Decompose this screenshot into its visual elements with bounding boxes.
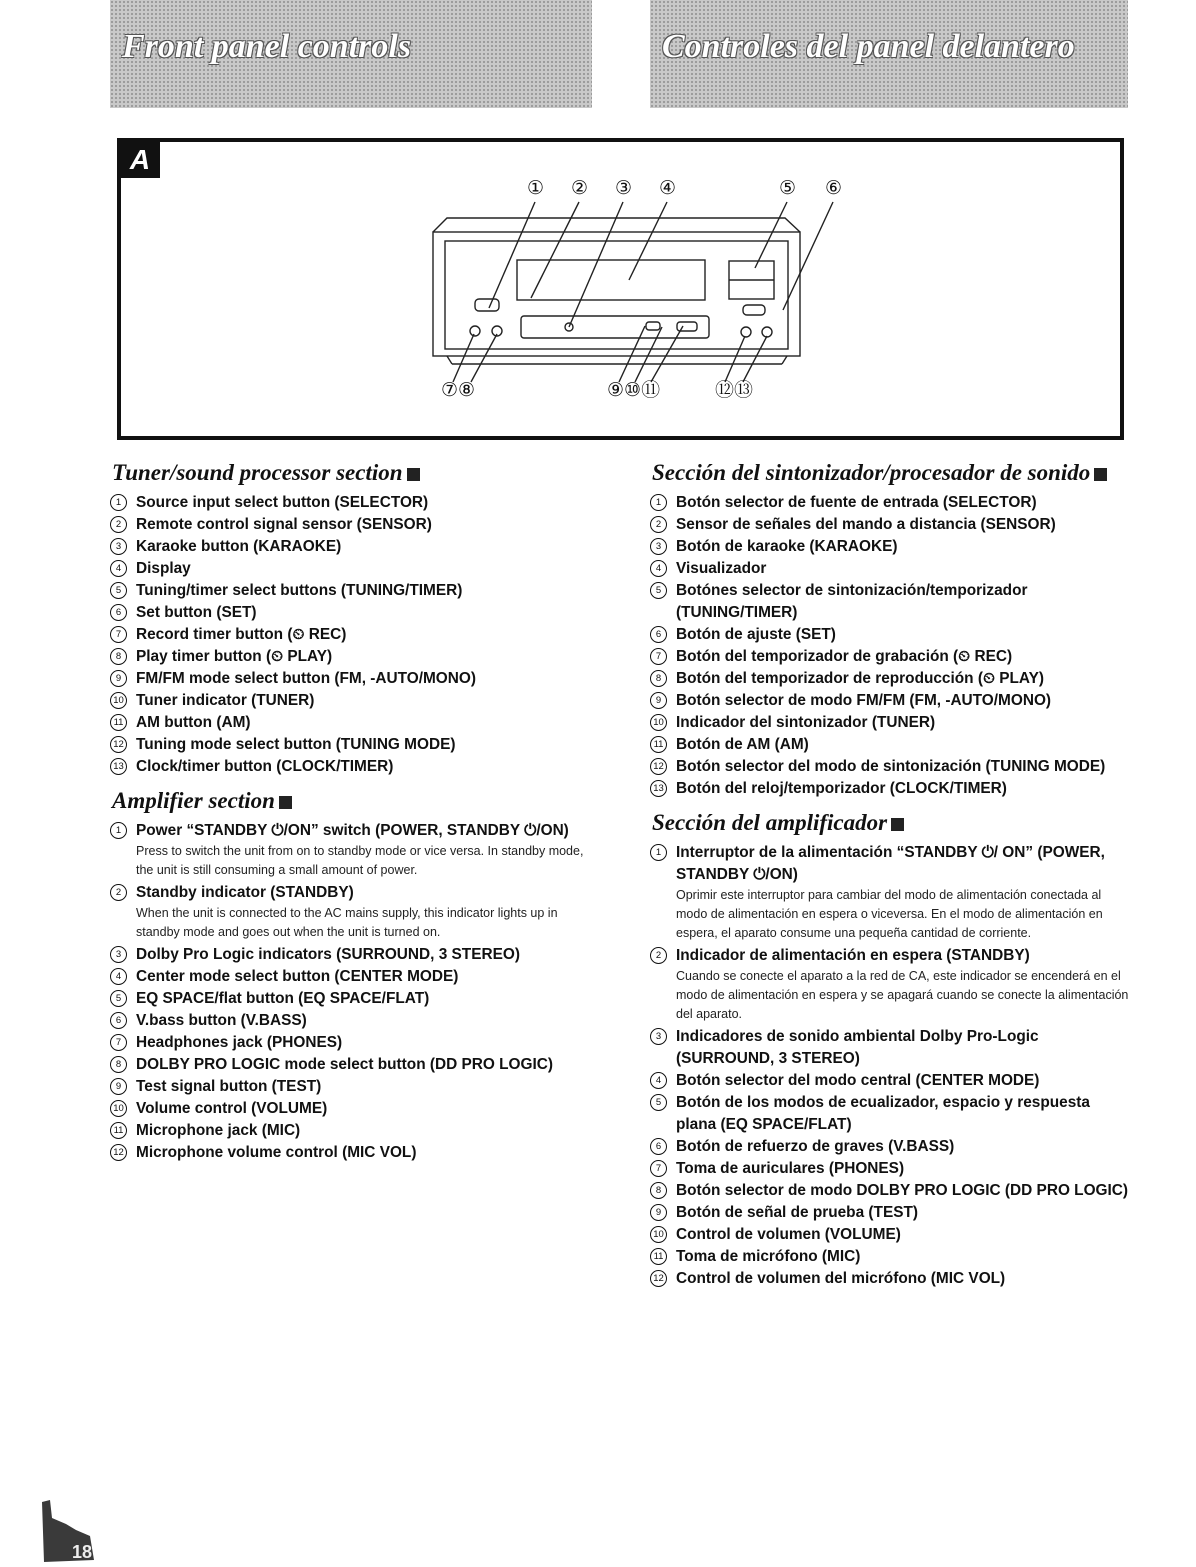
item-wrapper: [136, 1120, 595, 1142]
english-column: [110, 460, 595, 1174]
selector-button: [475, 299, 499, 311]
item-label: Set button (SET): [136, 604, 257, 621]
list-item: [110, 690, 595, 712]
item-wrapper: [136, 1054, 595, 1076]
circled-number-icon: 9: [650, 692, 667, 709]
list-item: [650, 1202, 1130, 1224]
item-label: Botón de ajuste (SET): [676, 626, 836, 643]
item-wrapper: [676, 1158, 1130, 1180]
item-label: Botón selector de modo DOLBY PRO LOGIC (DD PRO LOGIC): [676, 1182, 1129, 1199]
circled-number-icon: 10: [110, 692, 127, 709]
item-description: Press to switch the unit from on to standby mode or vice versa. In standby mode, the unit is still consuming a small amount of power.: [136, 844, 584, 877]
item-wrapper: [136, 1098, 595, 1120]
callout-7-8: ⑦⑧: [441, 380, 476, 401]
item-wrapper: [136, 1076, 595, 1098]
clock-timer-knob: [762, 327, 772, 337]
title-banner-english: [110, 0, 592, 108]
circled-number-icon: 1: [650, 844, 667, 861]
tuner-section-title-es: Sección del sintonizador/procesador de sonido: [652, 460, 1130, 486]
item-wrapper: [676, 624, 1130, 646]
item-wrapper: [136, 1010, 595, 1032]
item-label: Power “STANDBY ⏻/ON” switch (POWER, STANDBY ⏻/ON): [136, 822, 569, 839]
item-label: Toma de micrófono (MIC): [676, 1248, 861, 1265]
item-wrapper: [676, 1026, 1130, 1070]
callout-4: ④: [659, 178, 677, 199]
item-label: Microphone volume control (MIC VOL): [136, 1144, 417, 1161]
list-item: [110, 492, 595, 514]
list-item: [110, 988, 595, 1010]
item-label: FM/FM mode select button (FM, -AUTO/MONO): [136, 670, 476, 687]
list-item: [110, 646, 595, 668]
list-item: [650, 756, 1130, 778]
front-panel-diagram: [117, 138, 1124, 440]
circled-number-icon: 13: [110, 758, 127, 775]
list-item: [110, 580, 595, 602]
item-wrapper: [676, 842, 1130, 945]
list-item: [650, 1026, 1130, 1070]
callout-6: ⑥: [825, 178, 843, 199]
item-label: Botón del temporizador de grabación (⏲ REC): [676, 648, 1013, 665]
item-label: Headphones jack (PHONES): [136, 1034, 343, 1051]
item-wrapper: [136, 1142, 595, 1164]
item-label: Play timer button (⏲ PLAY): [136, 648, 333, 665]
item-wrapper: [676, 1092, 1130, 1136]
page-title-english: Front panel controls: [122, 28, 412, 65]
circled-number-icon: 3: [110, 538, 127, 555]
list-item: [650, 668, 1130, 690]
circled-number-icon: 6: [650, 626, 667, 643]
tuning-mode-knob: [741, 327, 751, 337]
list-item: [110, 602, 595, 624]
item-label: Botón de karaoke (KARAOKE): [676, 538, 898, 555]
list-item: [110, 734, 595, 756]
circled-number-icon: 11: [110, 1122, 127, 1139]
tuner-list-es: [650, 492, 1130, 800]
item-label: Botón de AM (AM): [676, 736, 809, 753]
list-item: [110, 514, 595, 536]
item-label: EQ SPACE/flat button (EQ SPACE/FLAT): [136, 990, 430, 1007]
item-label: Tuning/timer select buttons (TUNING/TIMER): [136, 582, 463, 599]
section-a-badge-icon: [407, 468, 420, 481]
item-label: Indicador del sintonizador (TUNER): [676, 714, 936, 731]
item-label: AM button (AM): [136, 714, 251, 731]
item-label: Botón selector del modo de sintonización (TUNING MODE): [676, 758, 1106, 775]
page-title-spanish: Controles del panel delantero: [662, 28, 1075, 65]
list-item: [650, 646, 1130, 668]
circled-number-icon: 7: [650, 1160, 667, 1177]
item-wrapper: [136, 646, 595, 668]
page-number: 18: [72, 1542, 93, 1562]
item-label: Display: [136, 560, 191, 577]
item-wrapper: [136, 966, 595, 988]
item-wrapper: [136, 624, 595, 646]
circled-number-icon: 3: [650, 1028, 667, 1045]
section-b-badge-icon: [279, 796, 292, 809]
circled-number-icon: 9: [110, 670, 127, 687]
list-item: [110, 1010, 595, 1032]
list-item: [650, 536, 1130, 558]
callout-1: ①: [527, 178, 545, 199]
list-item: [110, 1120, 595, 1142]
amp-section-title-es: Sección del amplificador: [652, 810, 1130, 836]
circled-number-icon: 7: [650, 648, 667, 665]
item-wrapper: [676, 1136, 1130, 1158]
circled-number-icon: 1: [110, 494, 127, 511]
item-label: Record timer button (⏲ REC): [136, 626, 347, 643]
item-label: Botón selector de modo FM/FM (FM, -AUTO/MONO): [676, 692, 1052, 709]
list-item: [650, 734, 1130, 756]
item-wrapper: [676, 558, 1130, 580]
circled-number-icon: 3: [110, 946, 127, 963]
item-wrapper: [136, 514, 595, 536]
section-a-badge-icon: [1094, 468, 1107, 481]
list-item: [650, 690, 1130, 712]
circled-number-icon: 12: [110, 1144, 127, 1161]
section-b-badge-icon: [891, 818, 904, 831]
item-label: Control de volumen (VOLUME): [676, 1226, 901, 1243]
item-label: Indicadores de sonido ambiental Dolby Pro-Logic (SURROUND, 3 STEREO): [676, 1028, 1039, 1067]
circled-number-icon: 8: [110, 1056, 127, 1073]
list-item: [650, 514, 1130, 536]
list-item: [650, 624, 1130, 646]
item-label: Control de volumen del micrófono (MIC VOL): [676, 1270, 1006, 1287]
list-item: [650, 778, 1130, 800]
item-label: Botónes selector de sintonización/temporizador (TUNING/TIMER): [676, 582, 1028, 621]
item-label: Botón selector del modo central (CENTER MODE): [676, 1072, 1040, 1089]
list-item: [650, 558, 1130, 580]
item-wrapper: [676, 492, 1130, 514]
list-item: [110, 668, 595, 690]
item-label: Remote control signal sensor (SENSOR): [136, 516, 432, 533]
list-item: [650, 580, 1130, 624]
circled-number-icon: 4: [650, 560, 667, 577]
list-item: [110, 536, 595, 558]
circled-number-icon: 2: [110, 516, 127, 533]
item-wrapper: [136, 602, 595, 624]
circled-number-icon: 2: [110, 884, 127, 901]
circled-number-icon: 10: [650, 714, 667, 731]
item-label: Botón de los modos de ecualizador, espacio y respuesta plana (EQ SPACE/FLAT): [676, 1094, 1090, 1133]
list-item: [650, 1224, 1130, 1246]
item-label: DOLBY PRO LOGIC mode select button (DD PRO LOGIC): [136, 1056, 553, 1073]
item-wrapper: [676, 1268, 1130, 1290]
item-wrapper: [676, 734, 1130, 756]
item-wrapper: [136, 882, 595, 944]
circled-number-icon: 10: [650, 1226, 667, 1243]
list-item: [110, 558, 595, 580]
circled-number-icon: 12: [650, 758, 667, 775]
circled-number-icon: 9: [650, 1204, 667, 1221]
list-item: [650, 1158, 1130, 1180]
item-wrapper: [136, 536, 595, 558]
amp-section-title-en: Amplifier section: [112, 788, 595, 814]
item-label: Karaoke button (KARAOKE): [136, 538, 342, 555]
circled-number-icon: 6: [110, 604, 127, 621]
item-label: Interruptor de la alimentación “STANDBY ⏻/ ON” (POWER, STANDBY ⏻/ON): [676, 844, 1105, 883]
item-wrapper: [136, 756, 595, 778]
unit-outline: [433, 218, 800, 364]
title-banner-spanish: [650, 0, 1128, 108]
page-number-mark: [38, 1500, 96, 1562]
item-label: Microphone jack (MIC): [136, 1122, 301, 1139]
circled-number-icon: 8: [110, 648, 127, 665]
spanish-column: [650, 460, 1130, 1300]
callout-12-13: ⑫⑬: [715, 380, 754, 401]
item-description: When the unit is connected to the AC mains supply, this indicator lights up in standby mode and goes out when the unit is turned on.: [136, 906, 558, 939]
circled-number-icon: 1: [650, 494, 667, 511]
item-label: Botón de refuerzo de graves (V.BASS): [676, 1138, 955, 1155]
item-wrapper: [676, 778, 1130, 800]
item-wrapper: [676, 668, 1130, 690]
list-item: [650, 1070, 1130, 1092]
list-item: [110, 1142, 595, 1164]
list-item: [110, 1054, 595, 1076]
item-label: Dolby Pro Logic indicators (SURROUND, 3 STEREO): [136, 946, 520, 963]
circled-number-icon: 5: [110, 990, 127, 1007]
list-item: [650, 1268, 1130, 1290]
item-wrapper: [676, 1224, 1130, 1246]
item-label: Tuning mode select button (TUNING MODE): [136, 736, 456, 753]
circled-number-icon: 8: [650, 1182, 667, 1199]
list-item: [650, 842, 1130, 945]
circled-number-icon: 5: [110, 582, 127, 599]
circled-number-icon: 8: [650, 670, 667, 687]
circled-number-icon: 11: [110, 714, 127, 731]
callout-5: ⑤: [779, 178, 797, 199]
tuner-section-title-en: Tuner/sound processor section: [112, 460, 595, 486]
item-label: Botón selector de fuente de entrada (SELECTOR): [676, 494, 1037, 511]
circled-number-icon: 9: [110, 1078, 127, 1095]
circled-number-icon: 5: [650, 1094, 667, 1111]
item-label: Tuner indicator (TUNER): [136, 692, 315, 709]
item-wrapper: [136, 558, 595, 580]
item-description: Cuando se conecte el aparato a la red de CA, este indicador se encenderá en el modo de alimentación en espera y se apagará cuando se conecte la alimentación del aparato.: [676, 969, 1129, 1021]
item-wrapper: [136, 944, 595, 966]
item-label: Botón de señal de prueba (TEST): [676, 1204, 918, 1221]
item-wrapper: [136, 734, 595, 756]
item-wrapper: [136, 820, 595, 882]
item-wrapper: [676, 756, 1130, 778]
item-label: Visualizador: [676, 560, 767, 577]
item-wrapper: [676, 1070, 1130, 1092]
item-wrapper: [676, 536, 1130, 558]
item-wrapper: [676, 712, 1130, 734]
item-label: Volume control (VOLUME): [136, 1100, 328, 1117]
front-door: [521, 316, 709, 338]
amp-list-en: [110, 820, 595, 1164]
display-window: [517, 260, 705, 300]
circled-number-icon: 12: [110, 736, 127, 753]
circled-number-icon: 4: [650, 1072, 667, 1089]
item-label: Indicador de alimentación en espera (STANDBY): [676, 947, 1030, 964]
item-wrapper: [136, 668, 595, 690]
item-wrapper: [136, 988, 595, 1010]
list-item: [650, 1246, 1130, 1268]
phones-jack: [470, 326, 480, 336]
callout-2: ②: [571, 178, 589, 199]
circled-number-icon: 10: [110, 1100, 127, 1117]
list-item: [650, 945, 1130, 1026]
item-wrapper: [136, 1032, 595, 1054]
list-item: [110, 712, 595, 734]
callout-3: ③: [615, 178, 633, 199]
item-wrapper: [676, 945, 1130, 1026]
circled-number-icon: 7: [110, 626, 127, 643]
circled-number-icon: 11: [650, 1248, 667, 1265]
list-item: [110, 882, 595, 944]
item-wrapper: [676, 580, 1130, 624]
list-item: [110, 756, 595, 778]
circled-number-icon: 4: [110, 968, 127, 985]
circled-number-icon: 5: [650, 582, 667, 599]
circled-number-icon: 13: [650, 780, 667, 797]
list-item: [110, 820, 595, 882]
item-label: Botón del temporizador de reproducción (⏲ PLAY): [676, 670, 1045, 687]
item-label: Toma de auriculares (PHONES): [676, 1160, 905, 1177]
item-wrapper: [676, 1180, 1130, 1202]
list-item: [650, 1092, 1130, 1136]
circled-number-icon: 4: [110, 560, 127, 577]
leader-lines: [453, 202, 833, 382]
item-wrapper: [676, 514, 1130, 536]
item-wrapper: [676, 1246, 1130, 1268]
circled-number-icon: 3: [650, 538, 667, 555]
tuner-list-en: [110, 492, 595, 778]
item-label: Clock/timer button (CLOCK/TIMER): [136, 758, 394, 775]
list-item: [110, 624, 595, 646]
list-item: [110, 1076, 595, 1098]
list-item: [110, 1032, 595, 1054]
list-item: [650, 492, 1130, 514]
circled-number-icon: 2: [650, 516, 667, 533]
item-label: Source input select button (SELECTOR): [136, 494, 429, 511]
circled-number-icon: 1: [110, 822, 127, 839]
list-item: [110, 966, 595, 988]
item-wrapper: [136, 690, 595, 712]
list-item: [650, 1136, 1130, 1158]
item-wrapper: [676, 1202, 1130, 1224]
item-label: Sensor de señales del mando a distancia (SENSOR): [676, 516, 1056, 533]
item-wrapper: [136, 492, 595, 514]
list-item: [110, 1098, 595, 1120]
item-label: Test signal button (TEST): [136, 1078, 322, 1095]
circled-number-icon: 11: [650, 736, 667, 753]
circled-number-icon: 2: [650, 947, 667, 964]
callout-9-10-11: ⑨⑩⑪: [607, 380, 661, 401]
set-button: [743, 305, 765, 315]
item-wrapper: [136, 580, 595, 602]
item-label: Botón del reloj/temporizador (CLOCK/TIMER): [676, 780, 1007, 797]
item-label: V.bass button (V.BASS): [136, 1012, 307, 1029]
item-label: Standby indicator (STANDBY): [136, 884, 354, 901]
item-wrapper: [136, 712, 595, 734]
circled-number-icon: 6: [110, 1012, 127, 1029]
section-badge: A: [120, 142, 160, 178]
item-wrapper: [676, 690, 1130, 712]
list-item: [110, 944, 595, 966]
item-wrapper: [676, 646, 1130, 668]
circled-number-icon: 7: [110, 1034, 127, 1051]
list-item: [650, 712, 1130, 734]
list-item: [650, 1180, 1130, 1202]
circled-number-icon: 6: [650, 1138, 667, 1155]
amp-list-es: [650, 842, 1130, 1290]
circled-number-icon: 12: [650, 1270, 667, 1287]
item-label: Center mode select button (CENTER MODE): [136, 968, 459, 985]
item-description: Oprimir este interruptor para cambiar del modo de alimentación conectada al modo de alimentación en espera o viceversa. En el modo de alimentación en espera, el aparato consume una pequeña cantidad de corriente.: [676, 888, 1103, 940]
